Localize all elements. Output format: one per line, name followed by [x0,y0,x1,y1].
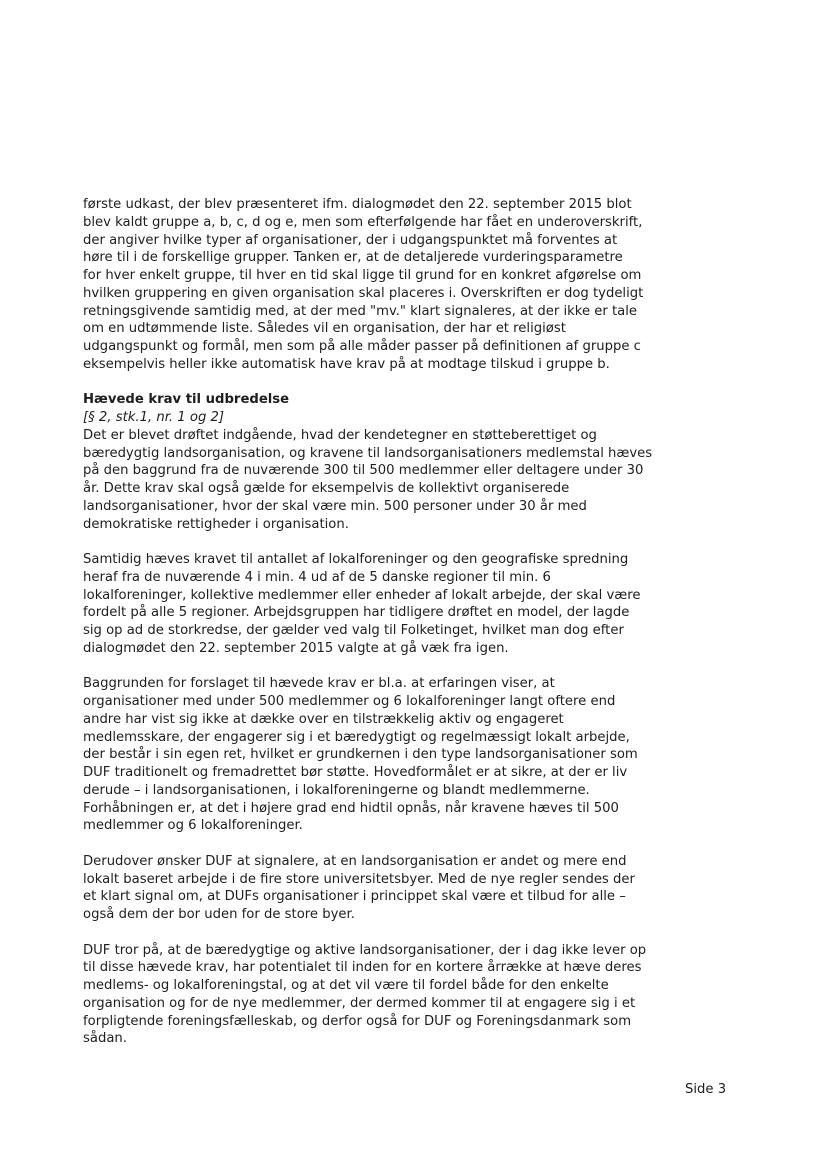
paragraph-background [83,675,683,835]
paragraph-requirements [83,427,683,534]
text-line: udgangspunkt og formål, men som på alle måder passer på definitionen af gruppe c [83,339,641,354]
text-line: om en udtømmende liste. Således vil en organisation, der har et religiøst [83,321,566,337]
text-line: dialogmødet den 22. september 2015 valgte at gå væk fra igen. [83,640,509,656]
text-line: eksempelvis heller ikke automatisk have krav på at modtage tilskud i gruppe b. [83,356,610,372]
text-line: på den baggrund fra de nuværende 300 til 500 medlemmer eller deltagere under 30 [83,463,644,479]
text-line: også dem der bor uden for de store byer. [83,907,355,922]
intro-paragraph [83,196,683,374]
document-body [83,196,683,1066]
text-line: sig op ad de storkredse, der gælder ved valg til Folketinget, hvilket man dog efter [83,623,624,638]
text-line: demokratiske rettigheder i organisation. [83,516,349,532]
text-line: første udkast, der blev præsenteret ifm. dialogmødet den 22. september 2015 blot [83,197,632,212]
paragraph-conclusion [83,942,683,1049]
text-line: lokalt baseret arbejde i de fire store universitetsbyer. Med de nye regler sendes der [83,871,635,887]
text-line: sådan. [83,1031,127,1047]
text-line: der består i sin egen ret, hvilket er grundkernen i den type landsorganisationer som [83,747,638,763]
text-line: retningsgivende samtidig med, at der med "mv." klart signaleres, at der ikke er tale [83,303,638,319]
text-line: medlems- og lokalforeningstal, og at det vil være til fordel både for den enkelte [83,978,609,993]
text-line: Forhåbningen er, at det i højere grad end hidtil opnås, når kravene hæves til 500 [83,800,619,816]
text-line: for hver enkelt gruppe, til hver en tid skal ligge til grund for en konkret afgørelse om [83,268,642,283]
text-line: år. Dette krav skal også gælde for eksempelvis de kollektivt organiserede [83,481,570,496]
text-line: landsorganisationer, hvor der skal være min. 500 personer under 30 år med [83,498,587,514]
text-line: organisationer med under 500 medlemmer og 6 lokalforeninger langt oftere end [83,694,616,709]
text-line: Samtidig hæves kravet til antallet af lokalforeninger og den geografiske spredning [83,552,629,567]
text-line: der angiver hvilke typer af organisationer, der i udgangspunktet må forventes at [83,232,618,248]
text-line: bæredygtig landsorganisation, og kravene til landsorganisationers medlemstal hæves [83,445,653,461]
text-line: Baggrunden for forslaget til hævede krav er bl.a. at erfaringen viser, at [83,676,555,692]
text-line: hvilken gruppering en given organisation skal placeres i. Overskriften er dog tydeligt [83,285,644,301]
text-line: heraf fra de nuværende 4 i min. 4 ud af de 5 danske regioner til min. 6 [83,569,551,585]
text-line: derude – i landsorganisationen, i lokalforeningerne og blandt medlemmerne. [83,782,590,798]
text-line: andre har vist sig ikke at dække over en tilstrækkelig aktiv og engageret [83,711,564,727]
text-line: lokalforeninger, kollektive medlemmer eller enheder af lokalt arbejde, der skal være [83,587,641,603]
text-line: DUF traditionelt og fremadrettet bør støtte. Hovedformålet er at sikre, at der er liv [83,765,628,780]
section-heading: Hævede krav til udbredelse [83,392,290,408]
text-line: blev kaldt gruppe a, b, c, d og e, men som efterfølgende har fået en underoverskrift, [83,214,643,230]
text-line: til disse hævede krav, har potentialet til inden for en kortere årrække at hæve deres [83,960,642,976]
page-number: Side 3 [685,1082,727,1097]
text-line: Det er blevet drøftet indgående, hvad der kendetegner en støtteberettiget og [83,427,597,443]
text-line: fordelt på alle 5 regioner. Arbejdsgruppen har tidligere drøftet en model, der lagde [83,605,630,621]
text-line: Derudover ønsker DUF at signalere, at en landsorganisation er andet og mere end [83,853,627,869]
paragraph-local-associations [83,551,683,658]
text-line: DUF tror på, at de bæredygtige og aktive landsorganisationer, der i dag ikke lever op [83,942,647,958]
paragraph-signal [83,853,683,924]
text-line: medlemmer og 6 lokalforeninger. [83,818,303,834]
text-line: et klart signal om, at DUFs organisationer i princippet skal være et tilbud for alle – [83,889,626,905]
text-line: medlemsskare, der engagerer sig i et bæredygtigt og regelmæssigt lokalt arbejde, [83,729,630,745]
section-reference: [§ 2, stk.1, nr. 1 og 2] [83,410,225,425]
text-line: høre til i de forskellige grupper. Tanken er, at de detaljerede vurderingsparametre [83,250,623,266]
text-line: organisation og for de nye medlemmer, der dermed kommer til at engagere sig i et [83,995,636,1011]
text-line: forpligtende foreningsfælleskab, og derfor også for DUF og Foreningsdanmark som [83,1013,632,1029]
